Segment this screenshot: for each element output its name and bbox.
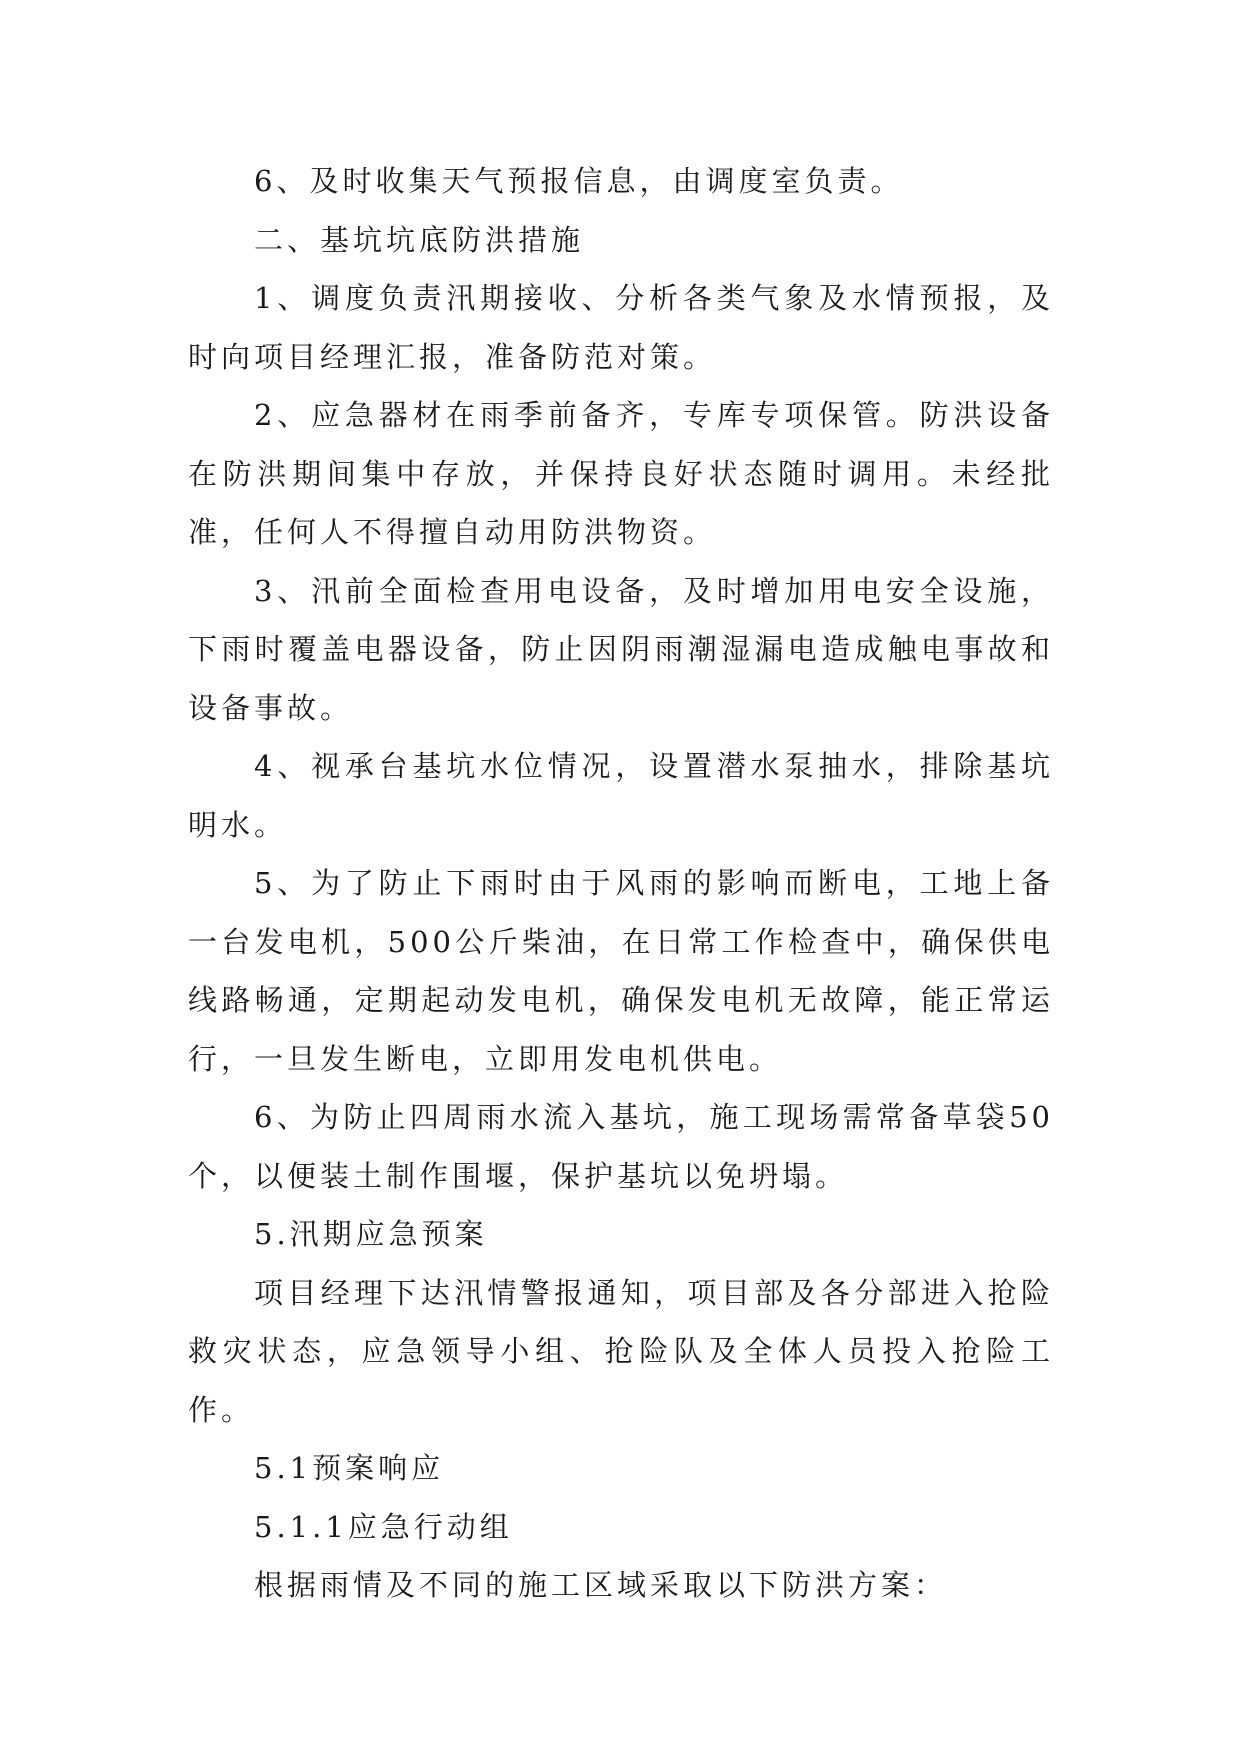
paragraph-dispatch-forecast: 1、调度负责汛期接收、分析各类气象及水情预报，及时向项目经理汇报，准备防范对策。	[188, 281, 1054, 374]
section-heading-pit-flood-measures: 二、基坑坑底防洪措施	[254, 222, 585, 257]
paragraph-flood-plan-intro: 根据雨情及不同的施工区域采取以下防洪方案：	[254, 1568, 948, 1602]
section-heading-action-group: 5.1.1应急行动组	[254, 1509, 513, 1544]
paragraph-pumping: 4、视承台基坑水位情况，设置潜水泵抽水，排除基坑明水。	[188, 749, 1054, 842]
paragraph-sandbags: 6、为防止四周雨水流入基坑，施工现场需常备草袋50个，以便装土制作围堰，保护基坑以免坍塌。	[188, 1100, 1054, 1193]
paragraph-flood-alert: 项目经理下达汛情警报通知，项目部及各分部进入抢险救灾状态，应急领导小组、抢险队及全体人员投入抢险工作。	[188, 1275, 1054, 1427]
paragraph-electrical-inspection: 3、汛前全面检查用电设备，及时增加用电安全设施，下雨时覆盖电器设备，防止因阴雨潮湿漏电造成触电事故和设备事故。	[188, 573, 1054, 725]
document-body	[188, 152, 1054, 1615]
section-heading-emergency-plan: 5.汛期应急预案	[254, 1217, 488, 1251]
paragraph-generator: 5、为了防止下雨时由于风雨的影响而断电，工地上备一台发电机，500公斤柴油，在日常工作检查中，确保供电线路畅通，定期起动发电机，确保发电机无故障，能正常运行，一旦发生断电，立即用发电机供电。	[188, 866, 1054, 1076]
paragraph-emergency-equipment: 2、应急器材在雨季前备齐，专库专项保管。防洪设备在防洪期间集中存放，并保持良好状态随时调用。未经批准，任何人不得擅自动用防洪物资。	[188, 398, 1054, 549]
section-heading-plan-response: 5.1预案响应	[254, 1451, 445, 1485]
paragraph-weather-forecast: 6、及时收集天气预报信息，由调度室负责。	[254, 164, 904, 198]
